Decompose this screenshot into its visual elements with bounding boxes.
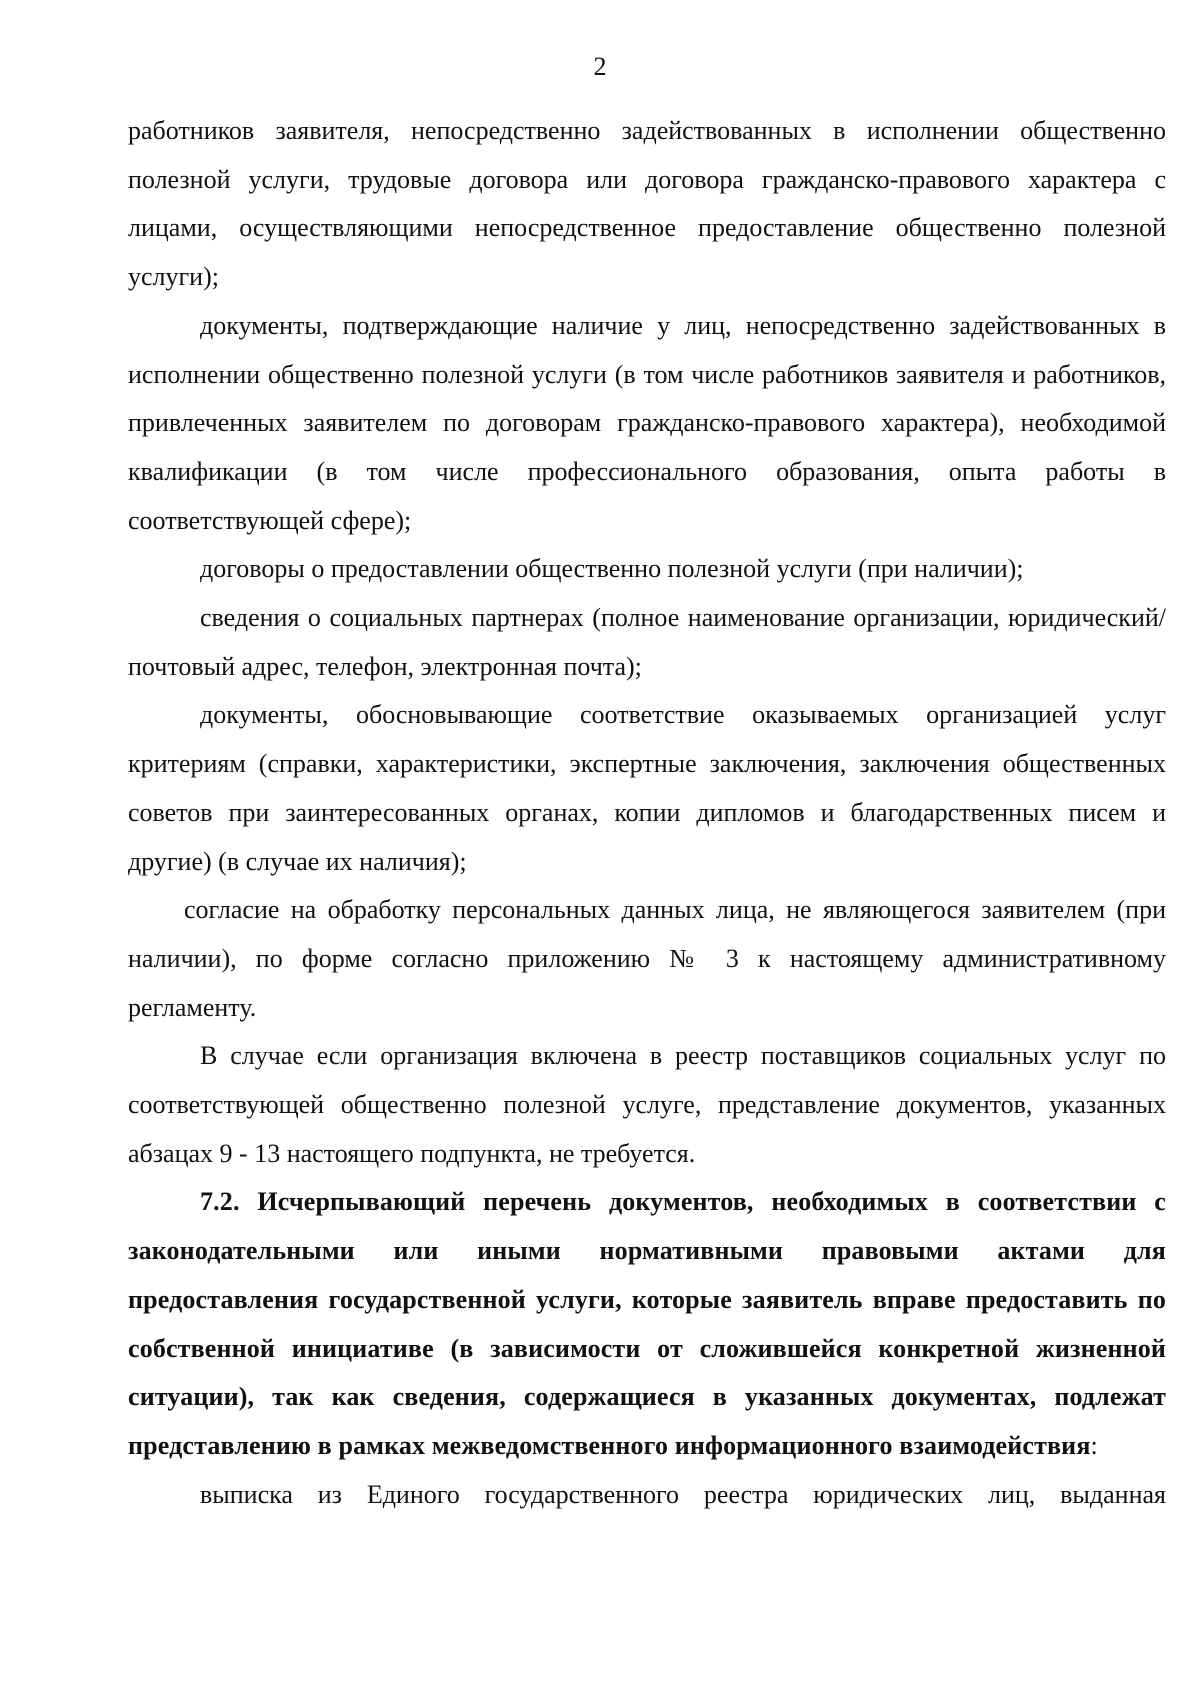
paragraph-social-partners: сведения о социальных партнерах (полное наименование организации, юридический/почтовый адрес, телефон, электронная почта); bbox=[128, 603, 1166, 681]
paragraph-qualification-documents: документы, подтверждающие наличие у лиц, непосредственно задействованных в исполнении общественно полезной услуги (в том числе работников заявителя и работников, привлеченных заявителем по договорам гражданско-правового характера), необходимой квалификации (в том числе профессионального образования, опыта работы в соответствующей сфере); bbox=[128, 310, 1166, 535]
section-heading-text: 7.2. Исчерпывающий перечень документов, необходимых в соответствии с законодательными или иными нормативными правовыми актами для предоставления государственной услуги, которые заявитель вправе предоставить по собственной инициативе (в зависимости от сложившейся конкретной жизненной ситуации), так как сведения, содержащиеся в указанных документах, подлежат представлению в рамках межведомственного информационного взаимодействия bbox=[128, 1187, 1166, 1460]
paragraph-criteria-documents: документы, обосновывающие соответствие оказываемых организацией услуг критериям (справки, характеристики, экспертные заключения, заключения общественных советов при заинтересованных органах, копии дипломов и благодарственных писем и другие) (в случае их наличия); bbox=[128, 700, 1166, 876]
paragraph-workers-contracts: работников заявителя, непосредственно задействованных в исполнении общественно полезной услуги, трудовые договора или договора гражданско-правового характера с лицами, осуществляющими непосредственное предоставление общественно полезной услуги); bbox=[128, 116, 1166, 292]
document-body bbox=[128, 107, 1166, 1519]
paragraph-egrul-extract: выписка из Единого государственного реестра юридических лиц, выданная bbox=[200, 1479, 1166, 1509]
page-number: 2 bbox=[593, 52, 607, 81]
paragraph-service-contracts: договоры о предоставлении общественно полезной услуги (при наличии); bbox=[200, 554, 1024, 584]
section-heading-7-2 bbox=[128, 1178, 1166, 1470]
paragraph-personal-data-consent: согласие на обработку персональных данных лица, не являющегося заявителем (при наличии), по форме согласно приложению № 3 к настоящему административному регламенту. bbox=[128, 895, 1166, 1022]
paragraph-registry-exemption: В случае если организация включена в реестр поставщиков социальных услуг по соответствующей общественно полезной услуге, представление документов, указанных абзацах 9 - 13 настоящего подпункта, не требуется. bbox=[128, 1041, 1166, 1168]
section-heading-colon: : bbox=[1090, 1430, 1098, 1460]
